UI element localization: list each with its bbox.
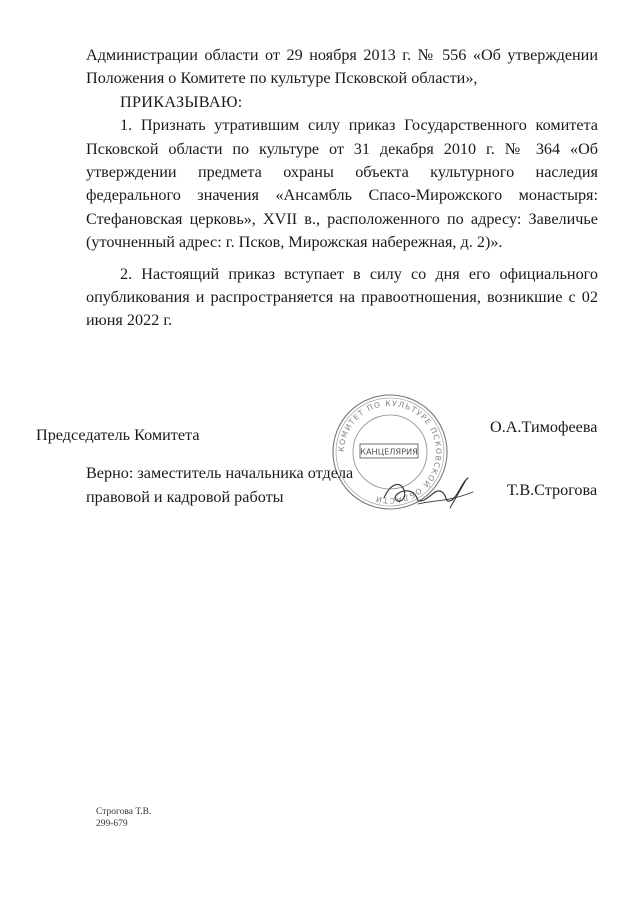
chair-title: Председатель Комитета bbox=[36, 426, 200, 444]
handwritten-signature bbox=[378, 470, 478, 514]
order-item-1: 1. Признать утратившим силу приказ Государственного комитета Псковской области по культуре от 31 декабря 2010 г. № 364 «Об утверждении предмета охраны объекта культурного наследия федерального значения «Ансамбль Спасо-Мирожского монастыря: Стефановская церковь», XVII в., расположенного по адресу: Завеличье (уточненный адрес: г. Псков, Мирожская набережная, д. 2)». bbox=[86, 116, 598, 252]
stamp-ring-text: КОМИТЕТ ПО КУЛЬТУРЕ ПСКОВСКОЙ ОБЛАСТИ bbox=[336, 398, 444, 506]
verno-line-1: Верно: заместитель начальника отдела bbox=[86, 464, 354, 482]
order-keyword: ПРИКАЗЫВАЮ: bbox=[120, 92, 243, 111]
intro-paragraph: Администрации области от 29 ноября 2013 г. № 556 «Об утверждении Положения о Комитете по культуре Псковской области», bbox=[86, 46, 598, 88]
chair-name: О.А.Тимофеева bbox=[490, 418, 598, 436]
order-item-2: 2. Настоящий приказ вступает в силу со дня его официального опубликования и распространяется на правоотношения, возникшие с 02 июня 2022 г. bbox=[86, 264, 598, 330]
verno-name: Т.В.Строгова bbox=[507, 481, 598, 499]
executor-name: Строгова Т.В. bbox=[96, 807, 152, 817]
stamp-center-text: КАНЦЕЛЯРИЯ bbox=[360, 446, 418, 457]
executor-footer bbox=[96, 806, 151, 830]
verno-line-2: правовой и кадровой работы bbox=[86, 488, 284, 506]
order-body bbox=[86, 44, 598, 333]
executor-phone: 299-679 bbox=[96, 819, 128, 829]
